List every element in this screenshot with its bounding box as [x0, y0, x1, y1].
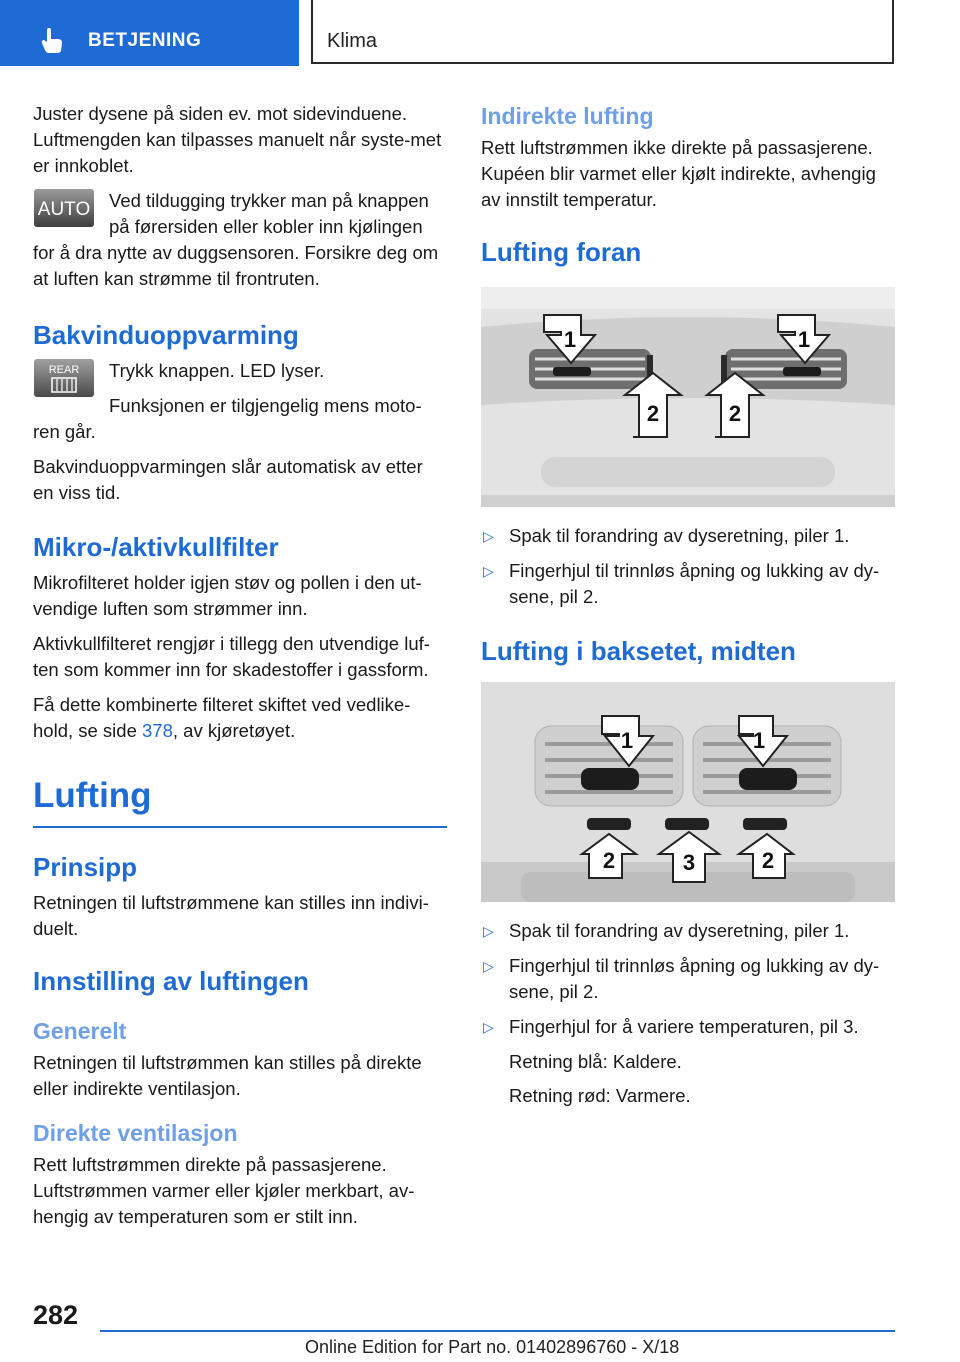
paragraph: Retningen til luftstrømmen kan stilles på direkte eller indirekte ventilasjon.: [33, 1052, 422, 1099]
rear-icon-label: REAR: [48, 364, 80, 376]
paragraph: Retningen til luftstrømmene kan stilles inn indivi-duelt.: [33, 892, 429, 939]
page-link[interactable]: 378: [142, 720, 173, 741]
list-item: [481, 523, 895, 549]
triangle-bullet-icon: ▷: [483, 1019, 494, 1035]
paragraph: Aktivkullfilteret rengjør i tillegg den utvendige luf-ten som kommer inn for skadestoffer i gassform.: [33, 633, 430, 680]
heading-lufting-foran: Lufting foran: [481, 237, 642, 267]
triangle-bullet-icon: ▷: [483, 923, 494, 939]
triangle-bullet-icon: ▷: [483, 528, 494, 544]
list-item-text: Fingerhjul for å variere temperaturen, pil 3.: [509, 1016, 859, 1037]
sub-note: Retning rød: Varmere.: [509, 1085, 691, 1106]
paragraph: Funksjonen er tilgjengelig mens moto-ren går.: [33, 395, 422, 442]
arrow-label: 3: [682, 850, 696, 875]
paragraph: Mikrofilteret holder igjen støv og pollen i den ut-vendige luften som strømmer inn.: [33, 572, 422, 619]
arrow-label: 2: [761, 848, 775, 873]
arrow-label: 1: [620, 728, 634, 753]
left-column: [33, 101, 447, 1239]
arrow-label: 1: [752, 728, 766, 753]
section-tab: [0, 0, 299, 66]
heading-rule: [33, 826, 447, 828]
arrow-label: 2: [602, 848, 616, 873]
arrow-label: 1: [797, 327, 811, 352]
heading-indirekte: Indirekte lufting: [481, 103, 654, 129]
arrow-label: 1: [563, 327, 577, 352]
paragraph: [33, 692, 447, 744]
chapter-title: Klima: [327, 30, 378, 52]
list-item: [481, 918, 895, 944]
right-column: [481, 101, 895, 1117]
pointing-hand-icon: [38, 26, 66, 54]
heading-filter: Mikro-/aktivkullfilter: [33, 532, 279, 562]
chapter-box: [311, 0, 894, 64]
front-list: [481, 523, 895, 610]
paragraph: Bakvinduoppvarmingen slår automatisk av etter en viss tid.: [33, 456, 423, 503]
paragraph: Juster dysene på siden ev. mot sidevinduene. Luftmengden kan tilpasses manuelt når syste-met er innkoblet.: [33, 103, 442, 176]
section-title: BETJENING: [88, 30, 202, 51]
page-number: 282: [33, 1300, 79, 1330]
text: Få dette kombinerte filteret skiftet ved vedlike-hold, se side: [33, 694, 411, 741]
triangle-bullet-icon: ▷: [483, 958, 494, 974]
rear-vents-photo: [481, 682, 895, 902]
triangle-bullet-icon: ▷: [483, 563, 494, 579]
sub-note: Retning blå: Kaldere.: [509, 1051, 682, 1072]
heading-bakvinduoppvarming: Bakvinduoppvarming: [33, 320, 299, 350]
auto-note: [33, 188, 447, 292]
heading-lufting: Lufting: [33, 776, 152, 815]
list-item-text: Spak til forandring av dyseretning, piler 1.: [509, 920, 850, 941]
text: , av kjøretøyet.: [172, 720, 296, 741]
list-item-text: Spak til forandring av dyseretning, piler 1.: [509, 525, 850, 546]
rear-defrost-button-icon: [33, 358, 95, 398]
heading-direkte: Direkte ventilasjon: [33, 1120, 238, 1146]
list-item-text: Fingerhjul til trinnløs åpning og lukking av dy-sene, pil 2.: [509, 560, 880, 607]
rear-list: [481, 918, 895, 1040]
paragraph: Rett luftstrømmen direkte på passasjerene. Luftstrømmen varmer eller kjøler merkbart, av-hengig av temperaturen som er stilt inn.: [33, 1154, 415, 1227]
paragraph: Rett luftstrømmen ikke direkte på passasjerene. Kupéen blir varmet eller kjølt indirekte, avhengig av innstilt temperatur.: [481, 137, 876, 210]
heading-innstilling: Innstilling av luftingen: [33, 966, 309, 996]
auto-icon-label: AUTO: [37, 199, 91, 220]
front-vents-photo: [481, 287, 895, 507]
arrow-label: 2: [728, 401, 742, 426]
heading-prinsipp: Prinsipp: [33, 852, 138, 882]
paragraph: Trykk knappen. LED lyser.: [109, 360, 325, 381]
arrow-label: 2: [646, 401, 660, 426]
heading-generelt: Generelt: [33, 1018, 127, 1044]
list-item: [481, 953, 895, 1005]
footer-edition: Online Edition for Part no. 01402896760 - X/18: [305, 1337, 680, 1357]
paragraph: Ved tildugging trykker man på knappen på førersiden eller kobler inn kjølingen for å dra nytte av duggsensoren. Forsikre deg om at luften kan strømme til frontruten.: [33, 190, 439, 289]
list-item-text: Fingerhjul til trinnløs åpning og lukking av dy-sene, pil 2.: [509, 955, 880, 1002]
auto-button-icon: [33, 188, 95, 228]
heading-lufting-bak: Lufting i baksetet, midten: [481, 636, 796, 666]
list-item: [481, 1014, 895, 1040]
rear-defrost-note: [33, 358, 447, 445]
list-item: [481, 558, 895, 610]
footer-rule: [100, 1330, 895, 1332]
